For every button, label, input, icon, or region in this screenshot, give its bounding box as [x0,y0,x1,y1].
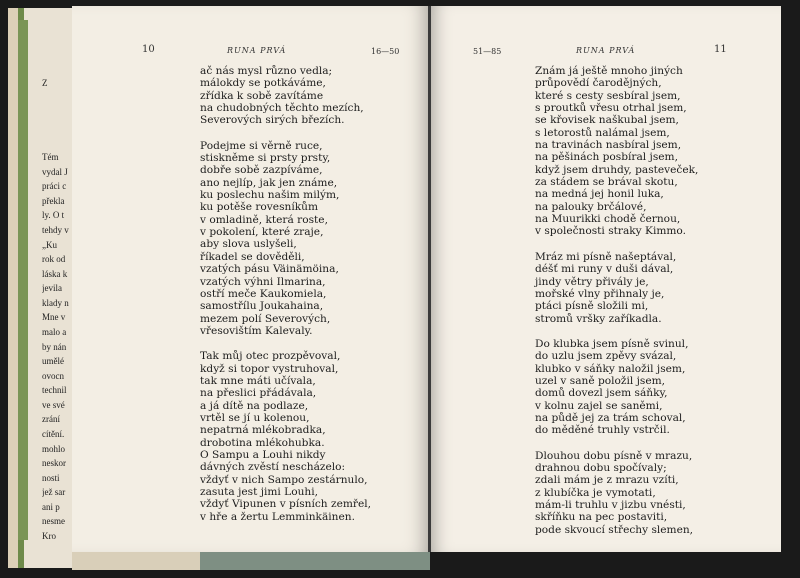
verse-line: ptáci písně složili mi, [535,300,649,313]
verse-line: na palouky brčálové, [535,200,647,213]
verse-line: mořské vlny přihnaly je, [535,287,665,300]
verse-line: dávných zvěstí nescházelo: [200,461,346,474]
stanza [535,65,698,238]
underlying-text-fragment: vydal J [42,167,68,177]
verse-line: Mráz mi písně našeptával, [535,250,677,263]
verse-line: drobotina mlékohubka. [200,436,325,449]
underlying-text-fragment: zrání [42,414,60,424]
verse-line: tak mne máti učívala, [200,374,316,387]
underlying-text-fragment: ovocn [42,371,64,381]
underlying-text-fragment: „Ku [42,240,57,250]
stanza [200,140,371,338]
verse-line: domů dovezl jsem sáňky, [535,387,668,400]
verse-line: za stádem se brával skotu, [535,176,678,189]
verse-line: na půdě jej za trám schoval, [535,411,686,424]
verse-line: ač nás mysl různo vedla; [200,65,333,77]
verse-line: déšť mi runy v duši dával, [535,263,674,276]
verse-line: s letorostů nalámal jsem, [535,126,670,139]
verse-line: v omladině, která roste, [200,213,328,226]
verse-line: s proutků vřesu otrhal jsem, [535,102,687,115]
left-page-verses [200,65,371,536]
verse-line: Tak můj otec prozpěvoval, [200,350,341,363]
verse-line: vzatých výhni Ilmarina, [200,275,326,288]
underlying-text-fragment: jež sar [42,487,66,497]
verse-line: z klubíčka je vymotati, [535,486,656,499]
book-cover-edge-left [72,552,202,570]
verse-line: málokdy se potkáváme, [200,77,326,90]
verse-line: vřesovištím Kalevaly. [200,324,313,337]
verse-line: Dlouhou dobu písně v mrazu, [535,449,693,462]
verse-line: ku poslechu našim milým, [200,189,340,202]
stanza [200,350,371,523]
underlying-text-fragment: mohlo [42,444,66,454]
underlying-text-fragment: Tém [42,152,59,162]
verse-line: Do klubka jsem písně svinul, [535,337,689,350]
stanza [535,450,698,536]
verse-line: ku potěše rovesníkům [200,201,319,214]
verse-line: drahnou dobu spočívaly; [535,461,667,474]
verse-line: když jsem druhdy, pasteveček, [535,163,699,176]
verse-line: skříňku na pec postaviti, [535,511,668,524]
verse-line: O Sampu a Louhi nikdy [200,448,326,461]
verse-line: mám-li truhlu v jizbu vnésti, [535,499,686,511]
verse-line: do uzlu jsem zpěvy svázal, [535,350,677,363]
running-title-right: RUNA PRVÁ [576,46,636,55]
underlying-text-fragment: rok od [42,254,66,264]
verse-line: na Muurikki chodě černou, [535,213,681,226]
underlying-text-fragment: nesme [42,516,65,526]
underlying-text-fragment: Mne v [42,312,66,322]
verse-line: jindy větry přivály je, [535,275,649,288]
left-page [72,6,430,552]
underlying-book-cover-strip [18,20,28,540]
page-number-right: 11 [714,44,727,55]
underlying-text-fragment: cítění. [42,429,65,439]
verse-line: vždyť v nich Sampo zestárnulo, [200,473,368,486]
verse-line: vrtěl se jí u kolenou, [200,411,310,424]
verse-line: zdali mám je z mrazu vzíti, [535,474,679,487]
verse-line: které s cesty sesbíral jsem, [535,89,681,102]
underlying-text-fragment: nosti [42,473,60,483]
verse-line: mezem polí Severových, [200,312,331,325]
verse-line: se křovisek naškubal jsem, [535,114,679,127]
underlying-text-fragment: umělé [42,356,64,366]
underlying-text-fragment: neskor [42,458,66,468]
verse-line: Podejme si věrně ruce, [200,139,323,152]
verse-line: aby slova uslyšeli, [200,238,297,251]
stanza [535,251,698,325]
underlying-text-fragment: technil [42,385,67,395]
running-title-left: RUNA PRVÁ [227,46,287,55]
page-number-left: 10 [142,44,155,55]
verse-line: na pěšinách posbíral jsem, [535,151,678,164]
underlying-text-fragment: ly. O t [42,210,65,220]
underlying-text-fragment: ve své [42,400,65,410]
verse-line: pode skvoucí střechy slemen, [535,523,694,536]
underlying-text-fragment: práci c [42,181,67,191]
underlying-text-fragment: ani p [42,502,60,512]
right-page [431,6,781,552]
verse-line: do měděné truhly vstrčil. [535,424,670,437]
verse-line: zřídka k sobě zavítáme [200,89,324,102]
verse-line: stiskněme si prsty prsty, [200,152,331,165]
verse-line: na přeslici přádávala, [200,387,317,400]
verse-line: říkadel se dověděli, [200,250,305,263]
verse-line: a já dítě na podlaze, [200,399,309,412]
verse-line: průpovědí čarodějných, [535,77,662,90]
verse-line: ano nejlíp, jak jen známe, [200,176,338,189]
verse-line: dobře sobě zazpíváme, [200,164,323,177]
verse-line: ostří meče Kaukomiela, [200,287,327,300]
underlying-text-fragment: Z [42,78,48,88]
underlying-text-fragment: klady n [42,298,69,308]
verse-line: na medná jej honil luka, [535,188,664,201]
stanza [200,65,371,127]
verse-line: když si topor vystruhoval, [200,362,339,375]
verse-range-left: 16—50 [371,47,400,56]
underlying-text-fragment: jevila [42,283,62,293]
underlying-text-fragment: láska k [42,269,68,279]
verse-line: zasuta jest jimi Louhi, [200,486,319,498]
underlying-text-fragment: Kro [42,531,56,541]
verse-range-right: 51—85 [473,47,502,56]
verse-line: nepatrná mlékobradka, [200,424,326,437]
underlying-page-text [42,60,76,560]
right-page-verses [535,65,698,549]
verse-line: Severových sirých březích. [200,114,345,127]
verse-line: na travinách nasbíral jsem, [535,139,682,152]
underlying-text-fragment: malo a [42,327,67,337]
verse-line: v kolnu zajel se saněmi, [535,399,663,412]
verse-line: v pokolení, které zraje, [200,226,324,239]
book-cover-edge [200,552,430,570]
verse-line: samostřílu Joukahaina, [200,300,324,313]
verse-line: na chudobných těchto mezích, [200,102,364,115]
verse-line: uzel v saně položil jsem, [535,374,666,387]
stanza [535,338,698,437]
verse-line: vzatých pásu Väinämöina, [200,263,339,276]
underlying-text-fragment: by nán [42,342,67,352]
verse-line: Znám já ještě mnoho jiných [535,65,683,77]
underlying-text-fragment: překla [42,196,65,206]
verse-line: v hře a žertu Lemminkäinen. [200,510,355,523]
verse-line: stromů vršky zaříkadla. [535,312,662,325]
verse-line: v společnosti straky Kimmo. [535,225,686,238]
underlying-text-fragment: tehdy v [42,225,69,235]
verse-line: klubko v sáňky naložil jsem, [535,362,686,375]
verse-line: vždyť Vipunen v písních zemřel, [200,498,371,511]
